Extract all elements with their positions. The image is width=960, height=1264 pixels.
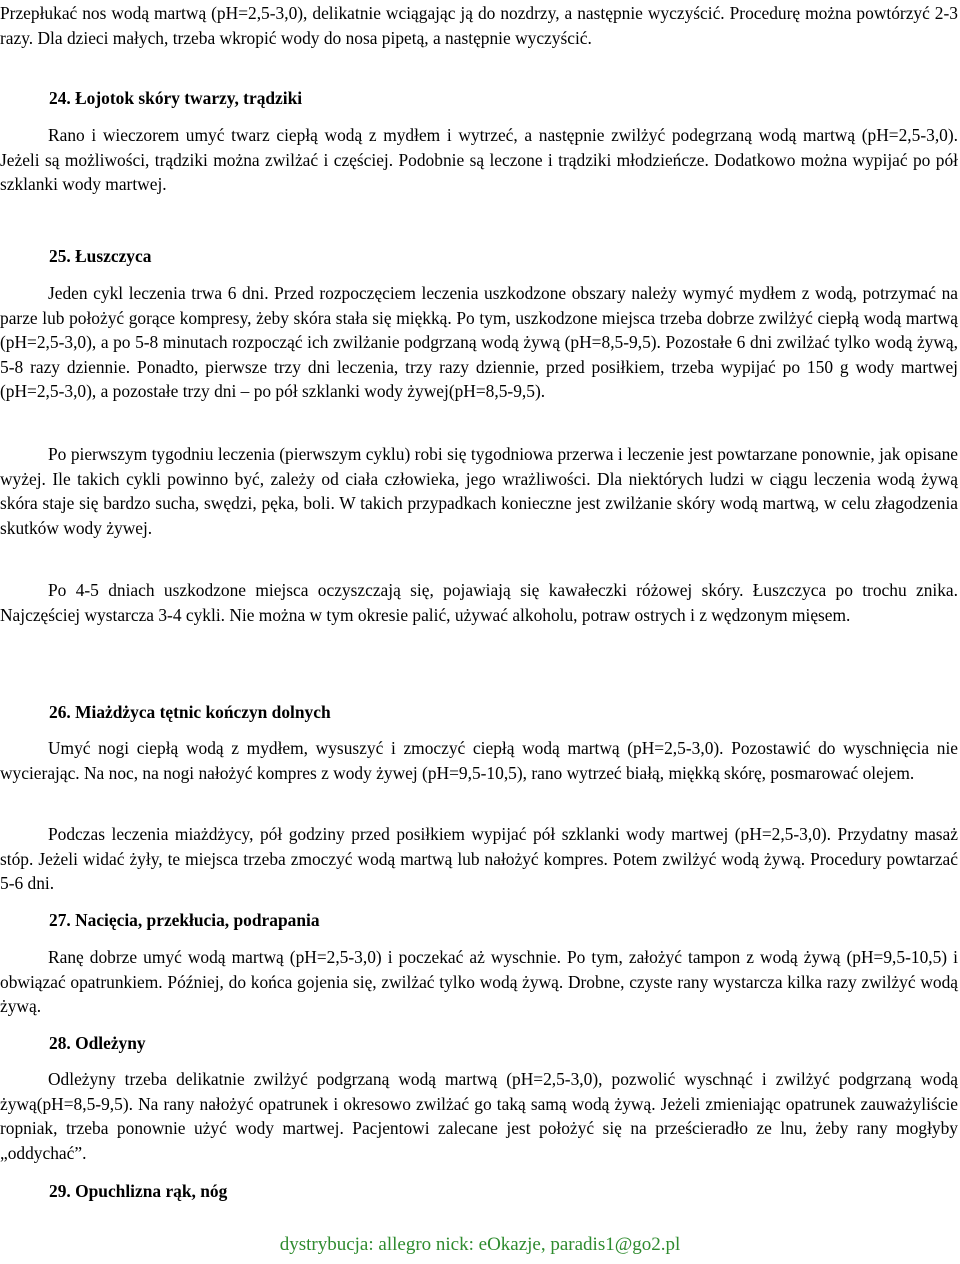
footer-distribution-note: dystrybucja: allegro nick: eOkazje, paradis1@go2.pl: [279, 1234, 681, 1255]
intro-paragraph-block: [0, 1, 958, 50]
section-24-paragraph-1: Rano i wieczorem umyć twarz ciepłą wodą z mydłem i wytrzeć, a następnie zwilżyć podegrzaną wodą martwą (pH=2,5-3,0). Jeżeli są możliwości, trądziki można zwilżać i częściej. Podobnie są leczone i trądziki młodzieńcze. Dodatkowo można wypijać po pół szklanki wody martwej.: [0, 125, 958, 195]
section-25-body-2: [0, 442, 958, 540]
section-28-body: [0, 1067, 958, 1165]
intro-paragraph: Przepłukać nos wodą martwą (pH=2,5-3,0), delikatnie wciągając ją do nozdrzy, a następnie wyczyścić. Procedurę można powtórzyć 2-3 razy. Dla dzieci małych, trzeba wkropić wody do nosa pipetą, a następnie wyczyścić.: [0, 3, 958, 48]
section-25-body-3: [0, 578, 958, 627]
section-25-paragraph-2: Po pierwszym tygodniu leczenia (pierwszym cyklu) robi się tygodniowa przerwa i leczenie jest powtarzane ponownie, jak opisane wyżej. Ile takich cykli powinno być, zależy od ciała człowieka, jego wrażliwości. Dla niektórych ludzi w ciągu leczenia wodą żywą skóra staje się bardzo sucha, swędzi, pęka, boli. W takich przypadkach konieczne jest zwilżanie skóry wodą martwą, w celu złagodzenia skutków wody żywej.: [0, 444, 958, 538]
section-25-heading: 25. Łuszczyca: [49, 246, 152, 266]
section-26-paragraph-1: Umyć nogi ciepłą wodą z mydłem, wysuszyć i zmoczyć ciepłą wodą martwą (pH=2,5-3,0). Pozostawić do wyschnięcia nie wycierając. Na noc, na nogi nałożyć kompres z wody żywej (pH=9,5-10,5), rano wytrzeć białą, miękką skórę, posmarować olejem.: [0, 738, 958, 783]
section-28-heading: 28. Odleżyny: [49, 1033, 146, 1053]
section-28-paragraph-1: Odleżyny trzeba delikatnie zwilżyć podgrzaną wodą martwą (pH=2,5-3,0), pozwolić wyschnąć i zwilżyć podgrzaną wodą żywą(pH=8,5-9,5). Na rany nałożyć opatrunek i okresowo zwilżać go taką samą wodą żywą. Jeżeli zmieniając opatrunek zauważyliście ropniak, trzeba ponownie użyć wody martwej. Pacjentowi zalecane jest położyć się na prześcieradło ze lnu, żeby rany mogłyby „oddychać”.: [0, 1069, 958, 1163]
section-25-paragraph-3: Po 4-5 dniach uszkodzone miejsca oczyszczają się, pojawiają się kawałeczki różowej skóry. Łuszczyca po trochu znika. Najczęściej wystarcza 3-4 cykli. Nie można w tym okresie palić, używać alkoholu, potraw ostrych i z wędzonym mięsem.: [0, 580, 958, 625]
section-26-heading: 26. Miażdżyca tętnic kończyn dolnych: [49, 702, 331, 722]
section-26-body-1: [0, 736, 958, 785]
section-29-heading: 29. Opuchlizna rąk, nóg: [49, 1181, 228, 1201]
section-25-paragraph-1: Jeden cykl leczenia trwa 6 dni. Przed rozpoczęciem leczenia uszkodzone obszary należy wymyć mydłem z wodą, potrzymać na parze lub położyć gorące kompresy, żeby skóra stała się miękką. Po tym, uszkodzone miejsca trzeba dobrze zwilżyć ciepłą wodą martwą (pH=2,5-3,0), a po 5-8 minutach rozpocząć ich zwilżanie podgrzaną wodą żywą (pH=8,5-9,5). Pozostałe 6 dni zwilżać tylko wodą żywą, 5-8 razy dziennie. Ponadto, pierwsze trzy dni leczenia, trzy razy dziennie, przed posiłkiem, trzeba wypijać po 150 g wody martwej (pH=2,5-3,0), a pozostałe trzy dni – po pół szklanki wody żywej(pH=8,5-9,5).: [0, 283, 958, 402]
section-27-heading: 27. Nacięcia, przekłucia, podrapania: [49, 910, 320, 930]
section-27-body: [0, 945, 958, 1019]
section-24-heading: 24. Łojotok skóry twarzy, trądziki: [49, 88, 303, 108]
section-25-body-1: [0, 281, 958, 404]
section-27-paragraph-1: Ranę dobrze umyć wodą martwą (pH=2,5-3,0) i poczekać aż wyschnie. Po tym, założyć tampon z wodą żywą (pH=9,5-10,5) i obwiązać opatrunkiem. Później, do końca gojenia się, zwilżać tylko wodą żywą. Drobne, czyste rany wystarcza kilka razy zwilżyć wodą żywą.: [0, 947, 958, 1017]
section-24-body: [0, 123, 958, 197]
section-26-paragraph-2: Podczas leczenia miażdżycy, pół godziny przed posiłkiem wypijać pół szklanki wody martwej (pH=2,5-3,0). Przydatny masaż stóp. Jeżeli widać żyły, te miejsca trzeba zmoczyć wodą martwą lub nałożyć kompres. Potem zwilżyć wodą żywą. Procedury powtarzać 5-6 dni.: [0, 824, 958, 894]
section-26-body-2: [0, 822, 958, 896]
